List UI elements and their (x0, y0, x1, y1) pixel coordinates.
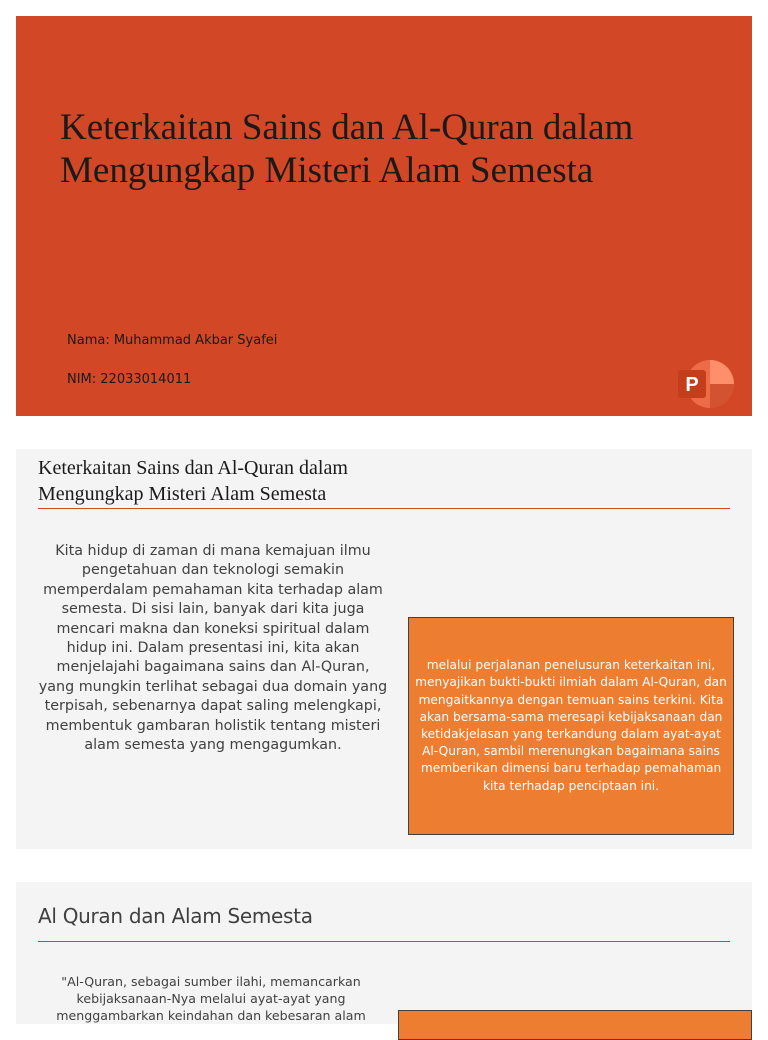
highlight-text: melalui perjalanan penelusuran keterkaitan ini, menyajikan bukti-bukti ilmiah dalam Al-Quran, dan mengaitkannya dengan temuan sains terkini. Kita akan bersama-sama meresapi kebijaksanaan dan ketidakjelasan yang terkandung dalam ayat-ayat Al-Quran, sambil merenungkan bagaimana sains memberikan dimensi baru terhadap pemahaman kita terhadap penciptaan ini. (415, 658, 727, 793)
title-divider (38, 508, 730, 509)
slide-title: Keterkaitan Sains dan Al-Quran dalam Mengungkap Misteri Alam Semesta (60, 107, 634, 191)
slide-title: Al Quran dan Alam Semesta (38, 904, 313, 928)
highlight-box (408, 617, 734, 835)
logo-letter: P (685, 374, 699, 396)
intro-slide[interactable] (16, 449, 752, 849)
quote-text: "Al-Quran, sebagai sumber ilahi, memancarkan kebijaksanaan-Nya melalui ayat-ayat yang menggambarkan keindahan dan kebesaran alam (56, 974, 366, 1023)
body-text: Kita hidup di zaman di mana kemajuan ilmu pengetahuan dan teknologi semakin memperdalam pemahaman kita terhadap alam semesta. Di sisi lain, banyak dari kita juga mencari makna dan koneksi spiritual dalam hidup ini. Dalam presentasi ini, kita akan menjelajahi bagaimana sains dan Al-Quran, yang mungkin terlihat sebagai dua domain yang terpisah, sebenarnya dapat saling melengkapi, membentuk gambaran holistik tentang misteri alam semesta yang mengagumkan. (38, 543, 388, 754)
quran-slide[interactable] (16, 882, 752, 1024)
student-id: NIM: 22033014011 (67, 372, 192, 387)
title-slide[interactable] (16, 16, 752, 416)
highlight-box (398, 1010, 752, 1040)
author-name: Nama: Muhammad Akbar Syafei (67, 333, 278, 348)
title-divider (38, 941, 730, 942)
slide-title: Keterkaitan Sains dan Al-Quran dalam Mengungkap Misteri Alam Semesta (38, 457, 348, 505)
powerpoint-logo-icon (678, 360, 734, 408)
